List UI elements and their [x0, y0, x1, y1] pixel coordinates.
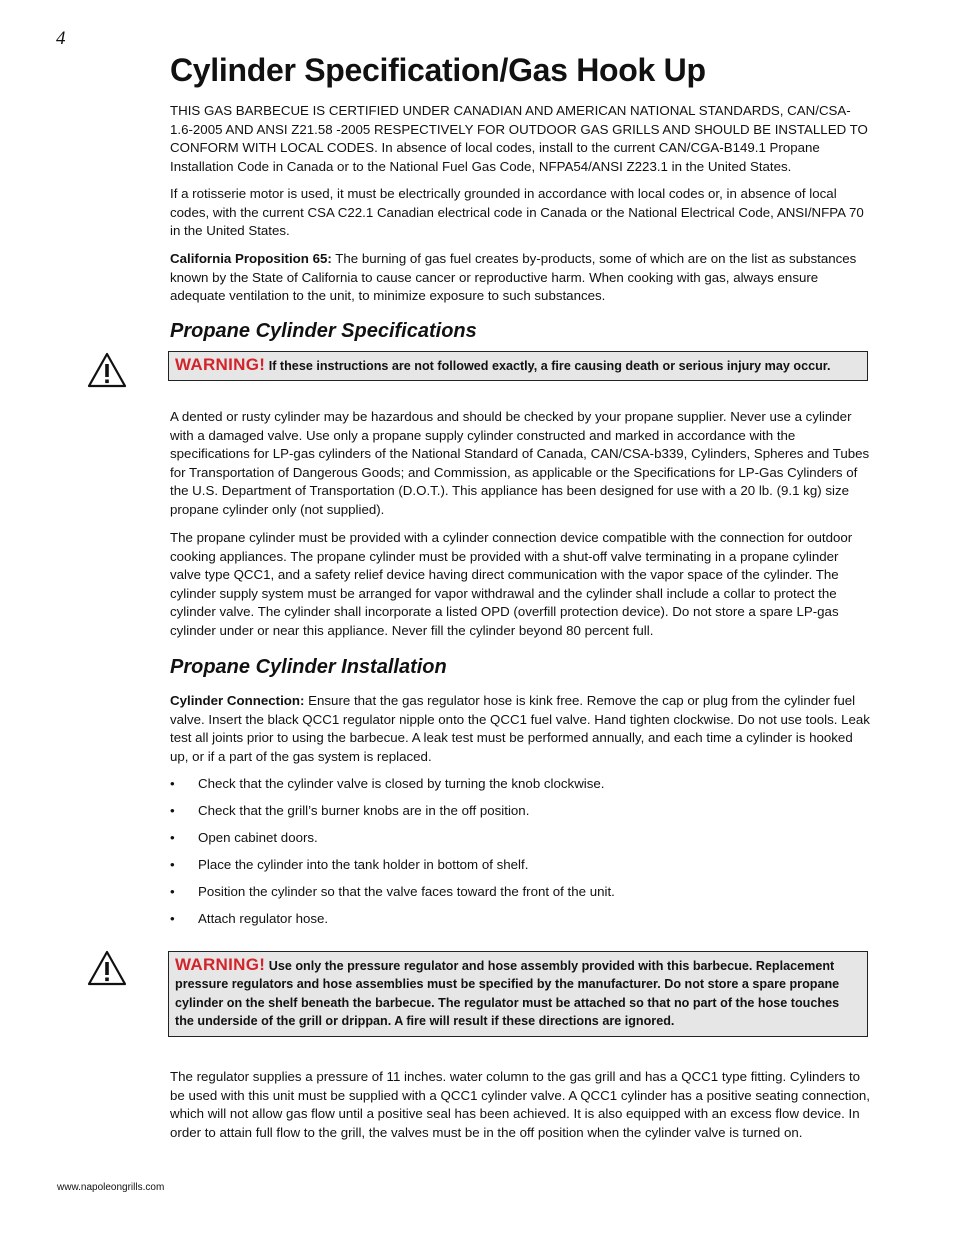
warning-text: If these instructions are not followed exactly, a fire causing death or serious injury may occur.	[265, 359, 831, 373]
warning-label: WARNING!	[175, 955, 266, 974]
intro-paragraph-2: If a rotisserie motor is used, it must be electrically grounded in accordance with local codes or, in absence of local codes, with the current CSA C22.1 Canadian electrical code in Canada or the National Electrical Code, ANSI/NFPA 70 in the United States.	[170, 186, 864, 239]
prop65-paragraph	[170, 250, 870, 306]
specifications-paragraph-2: The propane cylinder must be provided with a cylinder connection device compatible with the connection for outdoor cooking appliances. The propane cylinder must be provided with a shut-off valve terminating in a propane cylinder valve type QCC1, and a safety relief device having direct communication with the vapor space of the cylinder. The cylinder supply system must be arranged for vapor withdrawal and the cylinder shall include a collar to protect the cylinder valve. The cylinder shall incorporate a listed OPD (overfill protection device). Do not store a spare LP-gas cylinder under or near this appliance. Never fill the cylinder beyond 80 percent full.	[170, 530, 853, 638]
regulator-paragraph: The regulator supplies a pressure of 11 inches. water column to the gas grill and has a QCC1 type fitting. Cylinders to be used with this unit must be supplied with a QCC1 cylinder valve. A QCC1 cylinder has a positive seating connection, which will not allow gas flow until a positive seal has been achieved. It is also equipped with an excess flow device. In order to attain full flow to the grill, the valves must be in the off position when the cylinder valve is turned on.	[170, 1069, 870, 1140]
list-item: • Check that the cylinder valve is closed by turning the knob clockwise.	[170, 775, 870, 794]
list-item: • Check that the grill’s burner knobs are in the off position.	[170, 802, 870, 821]
page-title: Cylinder Specification/Gas Hook Up	[170, 52, 706, 88]
intro-paragraph-1: THIS GAS BARBECUE IS CERTIFIED UNDER CANADIAN AND AMERICAN NATIONAL STANDARDS, CAN/CSA-1.6-2005 AND ANSI Z21.58 -2005 RESPECTIVELY FOR OUTDOOR GAS GRILLS AND SHOULD BE INSTALLED TO CONFORM WITH LOCAL CODES. In absence of local codes, install to the current CAN/CGA-B149.1 Propane Installation Code in Canada or to the National Fuel Gas Code, NFPA54/ANSI Z223.1 in the United States.	[170, 103, 868, 174]
cylinder-connection-paragraph	[170, 692, 870, 766]
warning-text: Use only the pressure regulator and hose assembly provided with this barbecue. Replacement pressure regulators and hose assemblies must be specified by the manufacturer. Do not store a spare propane cylinder on the shelf beneath the barbecue. The regulator must be attached so that no part of the hose touches the underside of the grill or drippan. A fire will result if these directions are ignored.	[175, 959, 840, 1029]
warning-triangle-icon	[87, 950, 127, 986]
list-item: • Position the cylinder so that the valve faces toward the front of the unit.	[170, 883, 870, 902]
prop65-label: California Proposition 65:	[170, 251, 332, 266]
prop65-text: The burning of gas fuel creates by-products, some of which are on the list as substances known by the State of California to cause cancer or reproductive harm. When cooking with gas, always ensure adequate ventilation to the unit, to minimize exposure to such substances.	[170, 251, 857, 304]
warning-box-specifications	[168, 351, 868, 381]
warning-triangle-icon	[87, 352, 127, 388]
connection-text: Ensure that the gas regulator hose is kink free. Remove the cap or plug from the cylinder fuel valve. Insert the black QCC1 regulator nipple onto the QCC1 fuel valve. Hand tighten clockwise. Do not use tools. Leak test all joints prior to using the barbecue. A leak test must be performed annually, and each time a cylinder is hooked up, or if a part of the gas system is replaced.	[170, 693, 870, 764]
warning-box-regulator	[168, 951, 868, 1037]
list-item: • Place the cylinder into the tank holder in bottom of shelf.	[170, 856, 870, 875]
list-item: • Open cabinet doors.	[170, 829, 870, 848]
page-number: 4	[56, 28, 66, 49]
footer-website: www.napoleongrills.com	[57, 1182, 165, 1193]
connection-label: Cylinder Connection:	[170, 693, 305, 708]
section-heading-specifications: Propane Cylinder Specifications	[170, 320, 477, 342]
list-item: • Attach regulator hose.	[170, 910, 870, 929]
installation-steps-list	[170, 775, 870, 938]
warning-label: WARNING!	[175, 355, 266, 374]
specifications-paragraph-1: A dented or rusty cylinder may be hazardous and should be checked by your propane supplier. Never use a cylinder with a damaged valve. Use only a propane supply cylinder constructed and marked in accordance with the specifications for LP-gas cylinders of the National Standard of Canada, CAN/CSA-b339, Cylinders, Spheres and Tubes for Transportation of Dangerous Goods; and Commission, as applicable or the Specifications for LP-Gas Cylinders of the U.S. Department of Transportation (D.O.T.). This appliance has been designed for use with a 20 lb. (9.1 kg) size propane cylinder only (not supplied).	[170, 409, 870, 517]
section-heading-installation: Propane Cylinder Installation	[170, 656, 447, 678]
